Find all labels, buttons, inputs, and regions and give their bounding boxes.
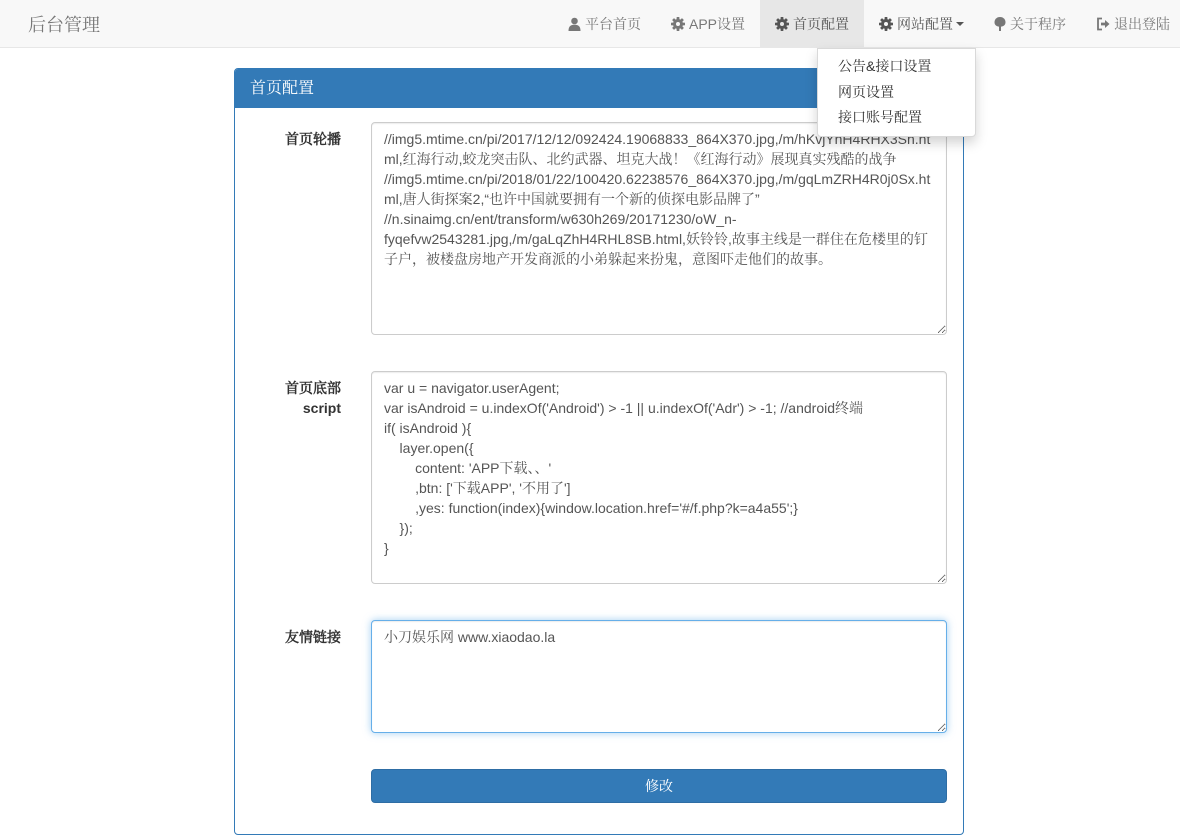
site-config-dropdown: [817, 48, 976, 137]
carousel-textarea[interactable]: [371, 122, 947, 335]
navbar: [0, 0, 1180, 48]
nav-item-platform-home[interactable]: [553, 0, 656, 48]
gear-icon: [671, 17, 685, 31]
friend-links-label: 友情链接: [285, 629, 341, 645]
caret-down-icon: [956, 22, 964, 26]
nav-item-home-config[interactable]: [760, 0, 864, 48]
brand-title[interactable]: 后台管理: [28, 15, 100, 35]
submit-button[interactable]: 修改: [371, 769, 947, 803]
panel-title: 首页配置: [235, 69, 963, 108]
nav-item-site-config[interactable]: [864, 0, 979, 48]
carousel-label: 首页轮播: [285, 131, 341, 147]
nav-item-label: 退出登陆: [1114, 16, 1170, 32]
nav-item-about[interactable]: [979, 0, 1081, 48]
nav-item-label: 首页配置: [793, 16, 849, 32]
footer-script-label-line2: script: [302, 400, 341, 416]
nav-item-app-settings[interactable]: [656, 0, 760, 48]
nav-item-label: 网站配置: [897, 16, 953, 32]
dropdown-item-web-settings[interactable]: 网页设置: [838, 83, 894, 100]
friend-links-textarea[interactable]: [371, 620, 947, 733]
user-icon: [568, 17, 581, 31]
tree-icon: [994, 17, 1006, 31]
footer-script-label-line1: 首页底部: [285, 380, 341, 396]
nav-menu: [553, 0, 1180, 48]
nav-item-label: APP设置: [688, 16, 745, 32]
gear-icon: [775, 17, 789, 31]
dropdown-item-api-account[interactable]: 接口账号配置: [838, 109, 922, 125]
nav-item-label: 关于程序: [1010, 16, 1066, 32]
footer-script-textarea[interactable]: [371, 371, 947, 584]
logout-icon: [1096, 17, 1110, 31]
nav-item-logout[interactable]: [1081, 0, 1180, 48]
nav-item-label: 平台首页: [584, 16, 641, 32]
dropdown-item-notice-api[interactable]: 公告&接口设置: [838, 58, 932, 74]
gear-icon: [879, 17, 893, 31]
footer-script-label: [234, 378, 341, 418]
